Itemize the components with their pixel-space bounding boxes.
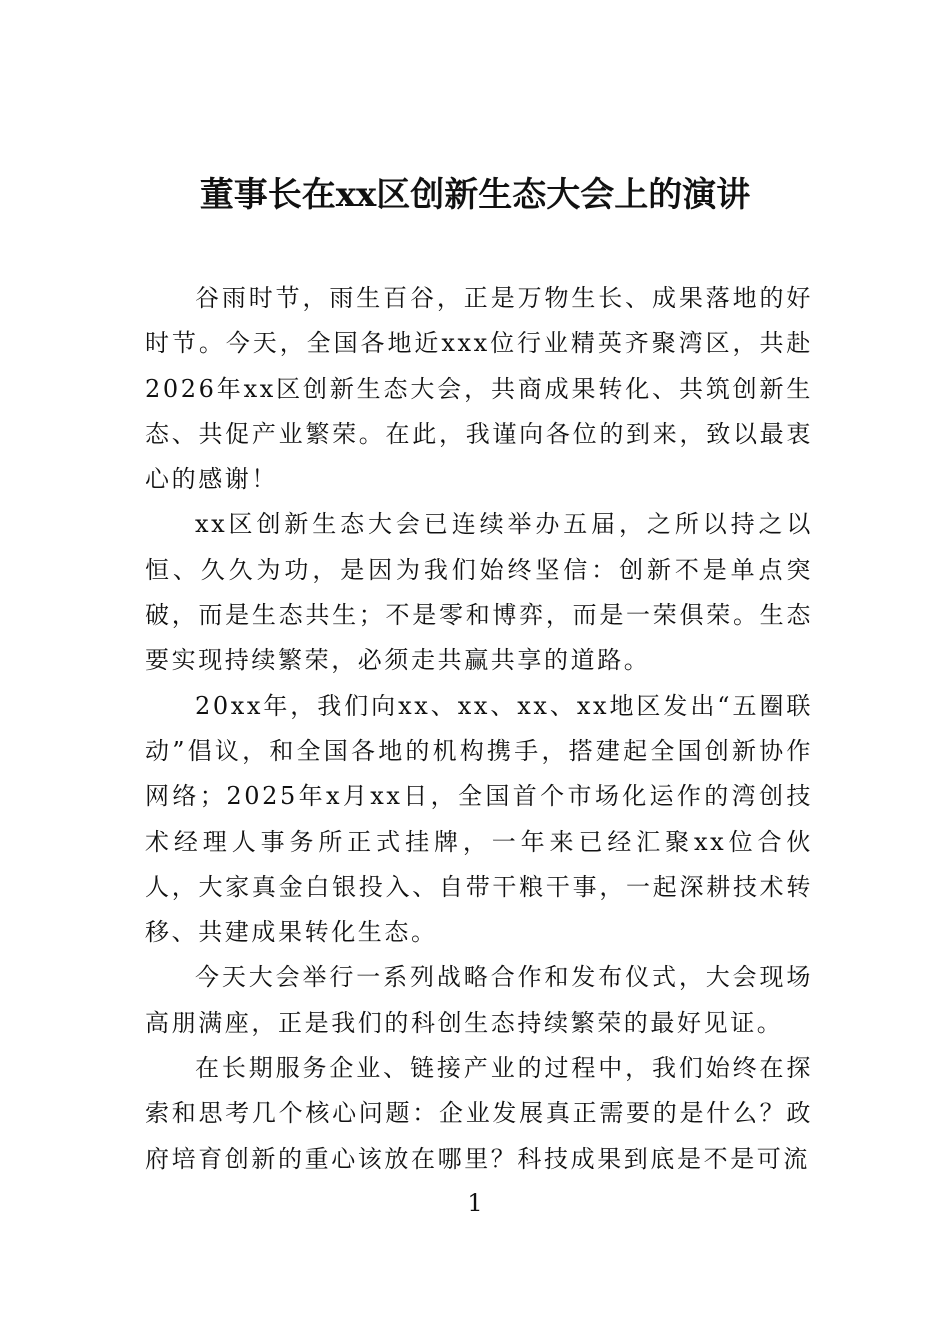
paragraph-3: 20xx年，我们向xx、xx、xx、xx地区发出“五圈联动”倡议，和全国各地的机构携手，搭建起全国创新协作网络；2025年x月xx日，全国首个市场化运作的湾创技术经理人事务所正式挂牌，一年来已经汇聚xx位合伙人，大家真金白银投入、自带干粮干事，一起深耕技术转移、共建成果转化生态。 bbox=[145, 691, 813, 947]
document-body bbox=[145, 276, 813, 1182]
paragraph-1: 谷雨时节，雨生百谷，正是万物生长、成果落地的好时节。今天，全国各地近xxx位行业精英齐聚湾区，共赴2026年xx区创新生态大会，共商成果转化、共筑创新生态、共促产业繁荣。在此，我谨向各位的到来，致以最衷心的感谢！ bbox=[145, 284, 813, 494]
paragraph-4: 今天大会举行一系列战略合作和发布仪式，大会现场高朋满座，正是我们的科创生态持续繁荣的最好见证。 bbox=[145, 963, 813, 1037]
page-number: 1 bbox=[467, 1189, 483, 1217]
paragraph-5: 在长期服务企业、链接产业的过程中，我们始终在探索和思考几个核心问题：企业发展真正需要的是什么？政府培育创新的重心该放在哪里？科技成果到底是不是可流 bbox=[145, 1054, 813, 1173]
document-title: 董事长在xx区创新生态大会上的演讲 bbox=[199, 175, 751, 215]
paragraph-2: xx区创新生态大会已连续举办五届，之所以持之以恒、久久为功，是因为我们始终坚信：创新不是单点突破，而是生态共生；不是零和博弈，而是一荣俱荣。生态要实现持续繁荣，必须走共赢共享的道路。 bbox=[145, 510, 813, 675]
